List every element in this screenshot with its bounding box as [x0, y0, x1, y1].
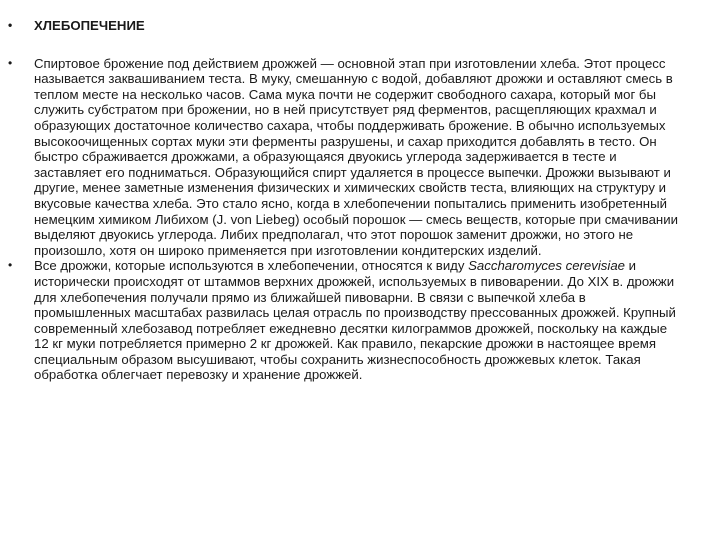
- title-item: [0, 18, 680, 34]
- bullet-marker: •: [8, 55, 13, 70]
- species-name: Saccharomyces cerevisiae: [468, 258, 625, 274]
- bullet-marker: •: [8, 18, 13, 32]
- bullet-list: [0, 18, 680, 383]
- slide-title: ХЛЕБОПЕЧЕНИЕ: [34, 18, 145, 33]
- paragraph-item-1: [0, 56, 680, 259]
- paragraph-2-intro: Все дрожжи, которые используются в хлебопечении, относятся к виду: [34, 258, 469, 274]
- paragraph-2: [34, 258, 680, 383]
- paragraph-2-rest: и исторически происходят от штаммов верхних дрожжей, используемых в пивоварении. До XIX в. дрожжи для хлебопечения получали прямо из ближайшей пивоварни. В связи с выпечкой хлеба в промышленных масштабах развилась целая отрасль по производству прессованных дрожжей. Крупный современный хлебозавод потребляет ежедневно десятки килограммов дрожжей, поскольку на каждые 12 кг муки потребляется примерно 2 кг дрожжей. Как правило, пекарские дрожжи в настоящее время специальным образом высушивают, чтобы сохранить жизнеспособность дрожжевых клеток. Такая обработка облегчает перевозку и хранение дрожжей.: [34, 258, 676, 383]
- paragraph-item-2: [0, 258, 680, 383]
- bullet-marker: •: [8, 258, 13, 273]
- paragraph-1: Спиртовое брожение под действием дрожжей — основной этап при изготовлении хлеба. Этот процесс называется заквашиванием теста. В муку, смешанную с водой, добавляют дрожжи и оставляют смесь в теплом месте на несколько часов. Сама мука почти не содержит свободного сахара, который мог бы служить субстратом при брожении, но в ней присутствует ряд ферментов, расщепляющих крахмал и образующих достаточное количество сахара, чтобы поддерживать брожение. В обычно используемых высокоочищенных сортах муки эти ферменты разрушены, и сахар приходится добавлять в тесто. Он быстро сбраживается дрожжами, а образующаяся двуокись углерода задерживается в тесте и заставляет его подниматься. Образующийся спирт удаляется в процессе выпечки. Дрожжи вызывают и другие, менее заметные изменения физических и химических свойств теста, влияющих на структуру и вкусовые качества хлеба. Это стало ясно, когда в хлебопечении попытались применить изобретенный немецким химиком Либихом (J. von Liebeg) особый порошок — смесь веществ, которые при смачивании выделяют двуокись углерода. Либих предполагал, что этот порошок заменит дрожжи, но этого не произошло, хотя он широко применяется при изготовлении кондитерских изделий.: [34, 55, 678, 258]
